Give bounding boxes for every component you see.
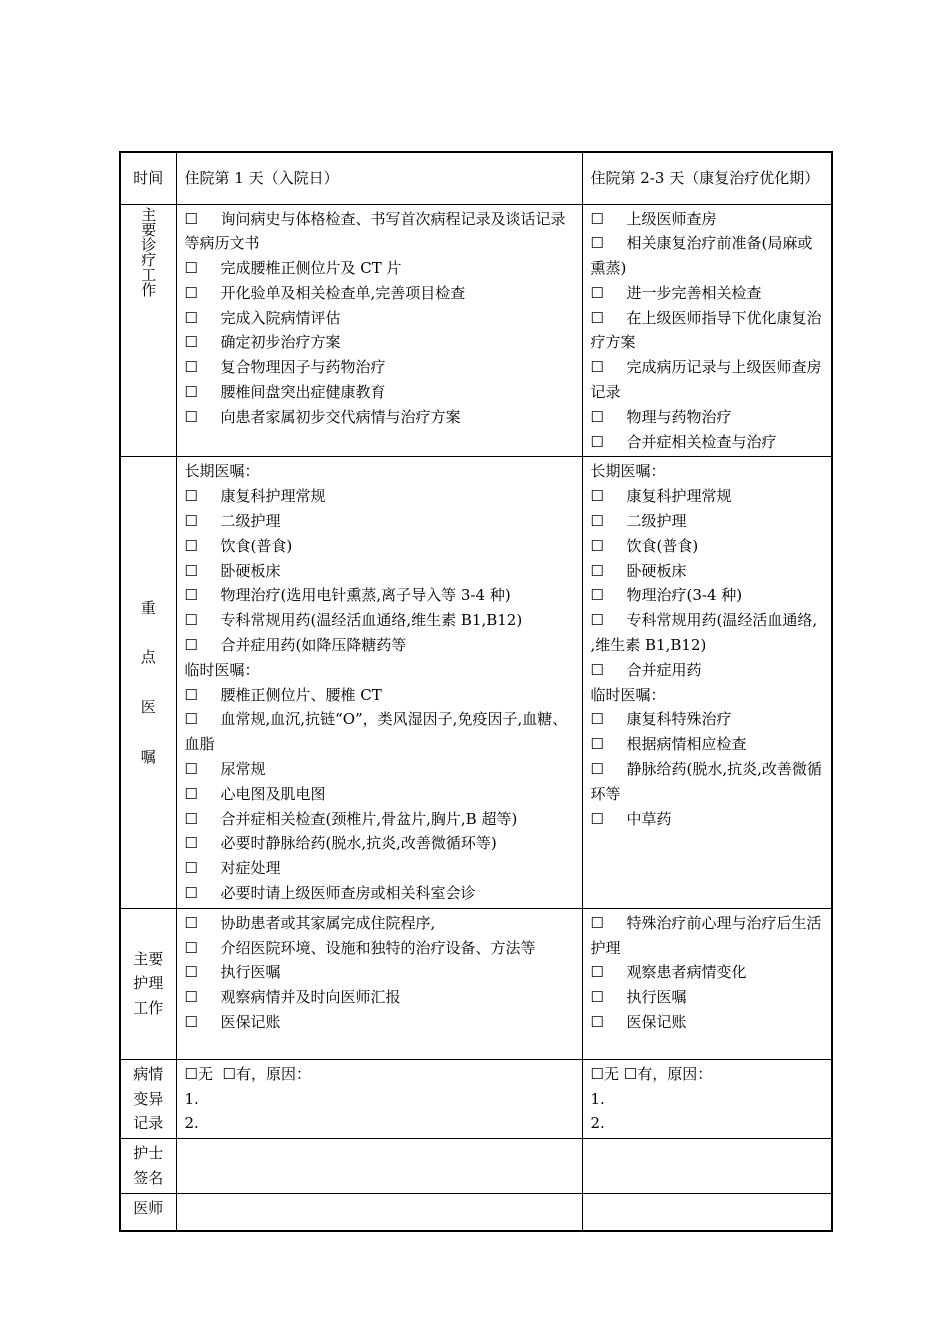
doctor-signature-row (120, 1193, 832, 1231)
checklist-item-label: 相关康复治疗前准备(局麻或熏蒸) (590, 234, 813, 278)
variation-row (120, 1059, 832, 1138)
checklist-item (185, 355, 574, 380)
checkbox[interactable]: ☐ (590, 432, 604, 451)
checklist-item (185, 683, 574, 708)
nursing-label-line: 工作 (133, 999, 164, 1018)
checklist-item (185, 405, 574, 430)
nurse-signature-label-cell (120, 1139, 176, 1194)
checkbox[interactable]: ☐ (184, 358, 198, 377)
checklist-item (185, 856, 574, 881)
checklist-item (185, 380, 574, 405)
checklist-item (185, 281, 574, 306)
checklist-item (185, 509, 574, 534)
checkbox[interactable]: ☐ (590, 283, 604, 302)
checkbox[interactable]: ☐ (184, 913, 198, 932)
checkbox[interactable]: ☐ (184, 308, 198, 327)
checklist-item-label: 物理与药物治疗 (626, 407, 732, 426)
checklist-item-label: 合并症相关检查(颈椎片,骨盆片,胸片,B 超等) (220, 809, 518, 828)
checklist-item-label: 开化验单及相关检查单,完善项目检查 (220, 283, 466, 302)
checklist-item-label: 询问病史与体格检查、书写首次病程记录及谈话记录等病历文书 (184, 209, 566, 253)
checkbox[interactable]: ☐ (590, 988, 604, 1007)
checklist-item (185, 484, 574, 509)
checklist-item (185, 707, 574, 757)
checklist-item (185, 1010, 574, 1035)
checklist-item-label: 二级护理 (220, 512, 281, 531)
checklist-item-label: 完成病历记录与上级医师查房记录 (590, 358, 822, 402)
variation-line-2[interactable]: 2. (590, 1114, 605, 1133)
nursing-row (120, 908, 832, 1059)
nurse-signature-day23-field[interactable] (582, 1139, 832, 1194)
checklist-item-label: 进一步完善相关检查 (626, 283, 762, 302)
checkbox[interactable]: ☐ (590, 913, 604, 932)
orders-label-char: 重 (140, 598, 156, 617)
checklist-item (185, 831, 574, 856)
checkbox[interactable]: ☐ (590, 561, 604, 580)
diagnosis-day1-cell (176, 204, 582, 457)
clinical-pathway-table (119, 151, 833, 1232)
nursing-label-line: 主要 (133, 949, 164, 968)
checkbox[interactable]: ☐ (184, 536, 198, 555)
checklist-item-label: 在上级医师指导下优化康复治疗方案 (590, 308, 822, 352)
long-term-orders-title: 长期医嘱： (184, 462, 260, 481)
checkbox[interactable]: ☐ (184, 834, 198, 853)
checklist-item-label: 必要时静脉给药(脱水,抗炎,改善微循环等) (220, 834, 497, 853)
checklist-item (185, 807, 574, 832)
checklist-item (591, 281, 824, 306)
checkbox[interactable]: ☐ (184, 561, 198, 580)
day1-header: 住院第 1 天（入院日） (176, 152, 582, 204)
checkbox[interactable]: ☐ (184, 487, 198, 506)
checklist-item (591, 807, 824, 832)
variation-options (185, 1062, 574, 1087)
checklist-item (591, 732, 824, 757)
checkbox[interactable]: ☐ (184, 333, 198, 352)
checklist-item-label: 观察病情并及时向医师汇报 (220, 988, 401, 1007)
orders-label-char: 嘱 (140, 747, 156, 766)
checklist-item (591, 509, 824, 534)
checkbox[interactable]: ☐ (590, 760, 604, 779)
checklist-item (185, 757, 574, 782)
time-label: 时间 (120, 152, 176, 204)
none-option-label: 无 (197, 1064, 213, 1083)
checklist-item (185, 633, 574, 658)
checklist-item (591, 1010, 824, 1035)
checklist-item (185, 936, 574, 961)
checkbox[interactable]: ☐ (590, 735, 604, 754)
variation-line-2[interactable]: 2. (184, 1114, 199, 1133)
checklist-item-label: 医保记账 (626, 1013, 687, 1031)
checklist-item-label: 康复科护理常规 (626, 487, 732, 506)
nursing-day23-cell (582, 908, 832, 1059)
checklist-item-label: 饮食(普食) (220, 536, 293, 555)
nurse-signature-label-line: 护士 (133, 1144, 164, 1163)
nursing-label-line: 护理 (133, 974, 164, 993)
nurse-signature-label (124, 1141, 173, 1191)
checklist-item-label: 医保记账 (220, 1013, 281, 1031)
header-row (120, 152, 832, 204)
checklist-item-label: 确定初步治疗方案 (220, 333, 341, 352)
yes-option-label: 有，原因： (637, 1064, 713, 1083)
nurse-signature-row (120, 1139, 832, 1194)
orders-day1-cell (176, 457, 582, 908)
checklist-item (591, 757, 824, 807)
checkbox-none[interactable]: ☐ (184, 1064, 198, 1083)
checkbox[interactable]: ☐ (590, 234, 604, 253)
checklist-item (591, 707, 824, 732)
orders-row (120, 457, 832, 908)
checklist-item-label: 完成入院病情评估 (220, 308, 341, 327)
checklist-item (185, 256, 574, 281)
checklist-item-label: 康复科护理常规 (220, 487, 326, 506)
checklist-item (185, 534, 574, 559)
checklist-item (591, 405, 824, 430)
checkbox[interactable]: ☐ (184, 710, 198, 729)
nurse-signature-day1-field[interactable] (176, 1139, 582, 1194)
checkbox-none[interactable]: ☐ (590, 1064, 604, 1083)
checkbox[interactable]: ☐ (184, 407, 198, 426)
yes-option-label: 有，原因： (235, 1064, 311, 1083)
orders-label-cell (120, 457, 176, 908)
checkbox[interactable]: ☐ (590, 660, 604, 679)
checklist-item (591, 960, 824, 985)
nursing-day1-cell (176, 908, 582, 1059)
checklist-item-label: 物理治疗(3-4 种) (626, 586, 743, 605)
checkbox[interactable]: ☐ (590, 1013, 604, 1031)
checkbox[interactable]: ☐ (590, 209, 604, 228)
checkbox[interactable]: ☐ (184, 611, 198, 630)
checkbox[interactable]: ☐ (184, 685, 198, 704)
checkbox[interactable]: ☐ (184, 963, 198, 982)
checklist-item-label: 康复科特殊治疗 (626, 710, 732, 729)
orders-label-char: 点 (140, 648, 156, 667)
checkbox[interactable]: ☐ (184, 988, 198, 1007)
checklist-item-label: 介绍医院环境、设施和独特的治疗设备、方法等 (220, 938, 536, 957)
checklist-item-label: 中草药 (626, 809, 672, 828)
checkbox[interactable]: ☐ (590, 308, 604, 327)
checklist-item (185, 306, 574, 331)
checkbox[interactable]: ☐ (184, 586, 198, 605)
checkbox[interactable]: ☐ (184, 512, 198, 531)
orders-day23-cell (582, 457, 832, 908)
checklist-item-label: 协助患者或其家属完成住院程序, (220, 913, 436, 932)
checkbox[interactable]: ☐ (184, 938, 198, 957)
checklist-item-label: 根据病情相应检查 (626, 735, 747, 754)
checkbox[interactable]: ☐ (184, 283, 198, 302)
orders-day23-long-list (591, 484, 824, 682)
diagnosis-label-cell (120, 204, 176, 457)
checkbox[interactable]: ☐ (590, 710, 604, 729)
variation-day1-cell (176, 1059, 582, 1138)
checkbox[interactable]: ☐ (184, 809, 198, 828)
checklist-item (185, 881, 574, 906)
checklist-item (185, 985, 574, 1010)
variation-label-cell (120, 1059, 176, 1138)
checklist-item-label: 心电图及肌电图 (220, 784, 326, 803)
diagnosis-label: 主要诊疗工作 (139, 206, 158, 297)
temporary-orders-title: 临时医嘱： (184, 660, 260, 679)
nursing-label-cell (120, 908, 176, 1059)
checklist-item-label: 合并症用药 (626, 660, 702, 679)
none-option-label: 无 (603, 1064, 619, 1083)
checklist-item-label: 上级医师查房 (626, 209, 717, 228)
variation-label-line: 变异 (133, 1089, 164, 1108)
checkbox-yes[interactable]: ☐ (623, 1064, 638, 1083)
nurse-signature-label-line: 签名 (133, 1169, 164, 1187)
checklist-item-label: 卧硬板床 (220, 561, 281, 580)
checkbox[interactable]: ☐ (184, 784, 198, 803)
checklist-item (185, 583, 574, 608)
checklist-item (591, 559, 824, 584)
checkbox[interactable]: ☐ (184, 259, 198, 278)
checklist-item-label: 完成腰椎正侧位片及 CT 片 (220, 259, 402, 278)
checklist-item-label: 腰椎间盘突出症健康教育 (220, 383, 386, 402)
checklist-item (591, 534, 824, 559)
checklist-item (185, 960, 574, 985)
checklist-item-label: 必要时请上级医师查房或相关科室会诊 (220, 884, 476, 903)
long-term-orders-title: 长期医嘱： (590, 462, 666, 481)
checklist-item-label: 血常规,血沉,抗链“O”，类风湿因子,免疫因子,血糖、血脂 (184, 710, 568, 754)
checkbox[interactable]: ☐ (590, 358, 604, 377)
checkbox[interactable]: ☐ (184, 859, 198, 878)
checklist-item (591, 911, 824, 961)
diagnosis-day23-cell (582, 204, 832, 457)
checkbox[interactable]: ☐ (184, 383, 198, 402)
checkbox[interactable]: ☐ (184, 636, 198, 655)
checklist-item-label: 二级护理 (626, 512, 687, 531)
checkbox[interactable]: ☐ (590, 536, 604, 555)
checklist-item-label: 尿常规 (220, 760, 266, 779)
nursing-label (124, 947, 173, 1021)
checklist-item (591, 608, 824, 658)
checklist-item-label: 执行医嘱 (626, 988, 687, 1007)
checklist-item-label: 专科常规用药(温经活血通络,维生素 B1,B12) (220, 611, 523, 630)
checklist-item (591, 430, 824, 455)
variation-day23-cell (582, 1059, 832, 1138)
checklist-item-label: 专科常规用药(温经活血通络, ,维生素 B1,B12) (590, 611, 818, 655)
checkbox[interactable]: ☐ (184, 209, 198, 228)
checkbox[interactable]: ☐ (184, 884, 198, 903)
day23-header: 住院第 2-3 天（康复治疗优化期） (582, 152, 832, 204)
checkbox[interactable]: ☐ (590, 809, 604, 828)
checklist-item (591, 583, 824, 608)
checkbox[interactable]: ☐ (590, 512, 604, 531)
checklist-item (185, 207, 574, 257)
orders-day23-temp-list (591, 707, 824, 831)
checklist-item (185, 608, 574, 633)
checklist-item-label: 复合物理因子与药物治疗 (220, 358, 386, 377)
checkbox[interactable]: ☐ (590, 586, 604, 605)
checklist-item (591, 658, 824, 683)
checkbox[interactable]: ☐ (184, 1013, 198, 1031)
orders-label-char: 医 (140, 698, 156, 717)
checklist-item-label: 卧硬板床 (626, 561, 687, 580)
orders-day1-long-list (185, 484, 574, 658)
nursing-day1-list (185, 911, 574, 1035)
diagnosis-day1-list (185, 207, 574, 430)
checklist-item-label: 合并症用药(如降压降糖药等 (220, 636, 407, 655)
checklist-item (185, 782, 574, 807)
variation-label (124, 1062, 173, 1136)
checkbox[interactable]: ☐ (590, 487, 604, 506)
checklist-item (185, 330, 574, 355)
checklist-item (591, 355, 824, 405)
orders-day1-temp-list (185, 683, 574, 906)
checklist-item-label: 饮食(普食) (626, 536, 699, 555)
checkbox[interactable]: ☐ (590, 963, 604, 982)
checklist-item (591, 207, 824, 232)
variation-line-1[interactable]: 1. (184, 1089, 199, 1108)
checklist-item-label: 特殊治疗前心理与治疗后生活护理 (590, 913, 822, 957)
variation-label-line: 病情 (133, 1064, 164, 1083)
checklist-item (185, 559, 574, 584)
variation-options (591, 1062, 824, 1087)
checklist-item-label: 向患者家属初步交代病情与治疗方案 (220, 407, 461, 426)
diagnosis-row (120, 204, 832, 457)
checkbox[interactable]: ☐ (590, 407, 604, 426)
checkbox-yes[interactable]: ☐ (222, 1064, 236, 1083)
checkbox[interactable]: ☐ (590, 611, 604, 630)
diagnosis-day23-list (591, 207, 824, 455)
doctor-signature-day1-field[interactable] (176, 1193, 582, 1231)
doctor-signature-day23-field[interactable] (582, 1193, 832, 1231)
checklist-item (591, 985, 824, 1010)
checklist-item-label: 物理治疗(选用电针熏蒸,离子导入等 3-4 种) (220, 586, 511, 605)
variation-label-line: 记录 (133, 1114, 164, 1133)
checklist-item-label: 合并症相关检查与治疗 (626, 432, 777, 451)
checklist-item (591, 484, 824, 509)
doctor-signature-label: 医师 (120, 1193, 176, 1231)
nursing-day23-list (591, 911, 824, 1035)
checklist-item-label: 对症处理 (220, 859, 281, 878)
checklist-item-label: 观察患者病情变化 (626, 963, 747, 982)
variation-line-1[interactable]: 1. (590, 1089, 605, 1108)
checklist-item-label: 执行医嘱 (220, 963, 281, 982)
orders-label (124, 596, 173, 770)
checklist-item (185, 911, 574, 936)
checklist-item (591, 231, 824, 281)
checklist-item-label: 腰椎正侧位片、腰椎 CT (220, 685, 382, 704)
checklist-item (591, 306, 824, 356)
checkbox[interactable]: ☐ (184, 760, 198, 779)
temporary-orders-title: 临时医嘱： (590, 685, 666, 704)
checklist-item-label: 静脉给药(脱水,抗炎,改善微循环等 (590, 760, 822, 803)
